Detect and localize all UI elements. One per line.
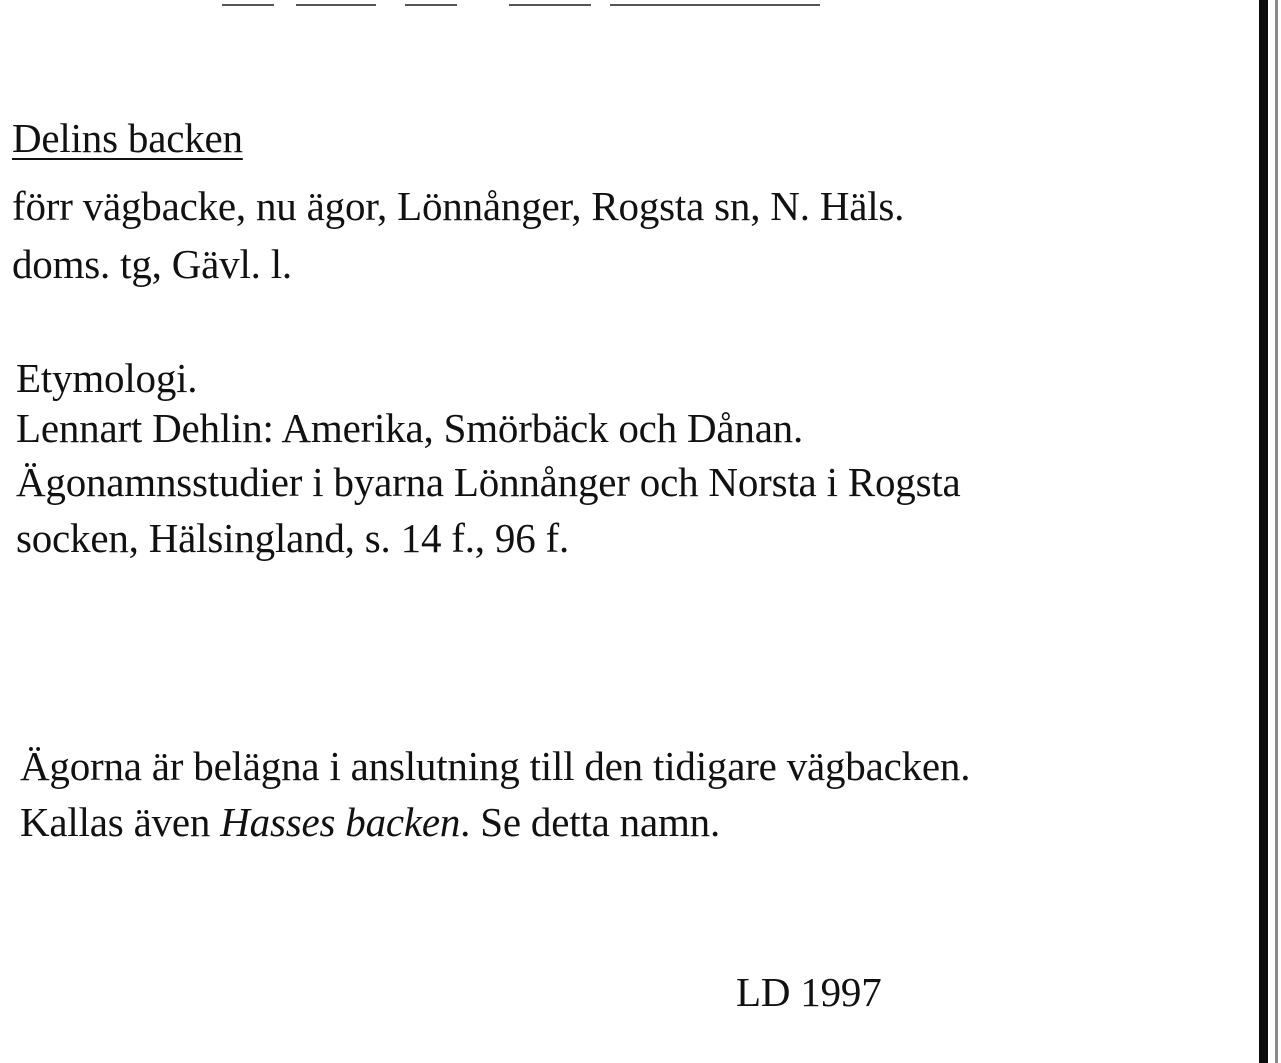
- scan-artifact: [296, 4, 376, 6]
- note-line-2: [20, 796, 720, 848]
- signature: LD 1997: [736, 969, 882, 1015]
- cross-reference-name: Hasses backen: [220, 799, 461, 845]
- etymology-line-2: Ägonamnsstudier i byarna Lönnånger och Norsta i Rogsta: [16, 459, 961, 505]
- scan-artifact: [222, 4, 274, 6]
- description-line-1: förr vägbacke, nu ägor, Lönnånger, Rogsta sn, N. Häls.: [12, 183, 905, 229]
- etymology-line-1: Lennart Dehlin: Amerika, Smörbäck och Dånan.: [16, 405, 804, 451]
- scan-artifact: [509, 4, 591, 6]
- note-line-2-text-start: Kallas även: [20, 799, 221, 845]
- etymology-heading: Etymologi.: [16, 355, 198, 401]
- scan-artifact: [610, 4, 820, 6]
- scan-artifact: [405, 4, 457, 6]
- etymology-line-3: socken, Hälsingland, s. 14 f., 96 f.: [16, 515, 570, 561]
- headword: Delins backen: [12, 115, 243, 161]
- note-line-1: Ägorna är belägna i anslutning till den tidigare vägbacken.: [20, 743, 971, 789]
- scan-edge-line: [1275, 0, 1278, 1063]
- description-line-2: doms. tg, Gävl. l.: [12, 241, 292, 287]
- note-line-2-text-end: . Se detta namn.: [460, 799, 720, 845]
- scan-edge-shadow: [1259, 0, 1268, 1063]
